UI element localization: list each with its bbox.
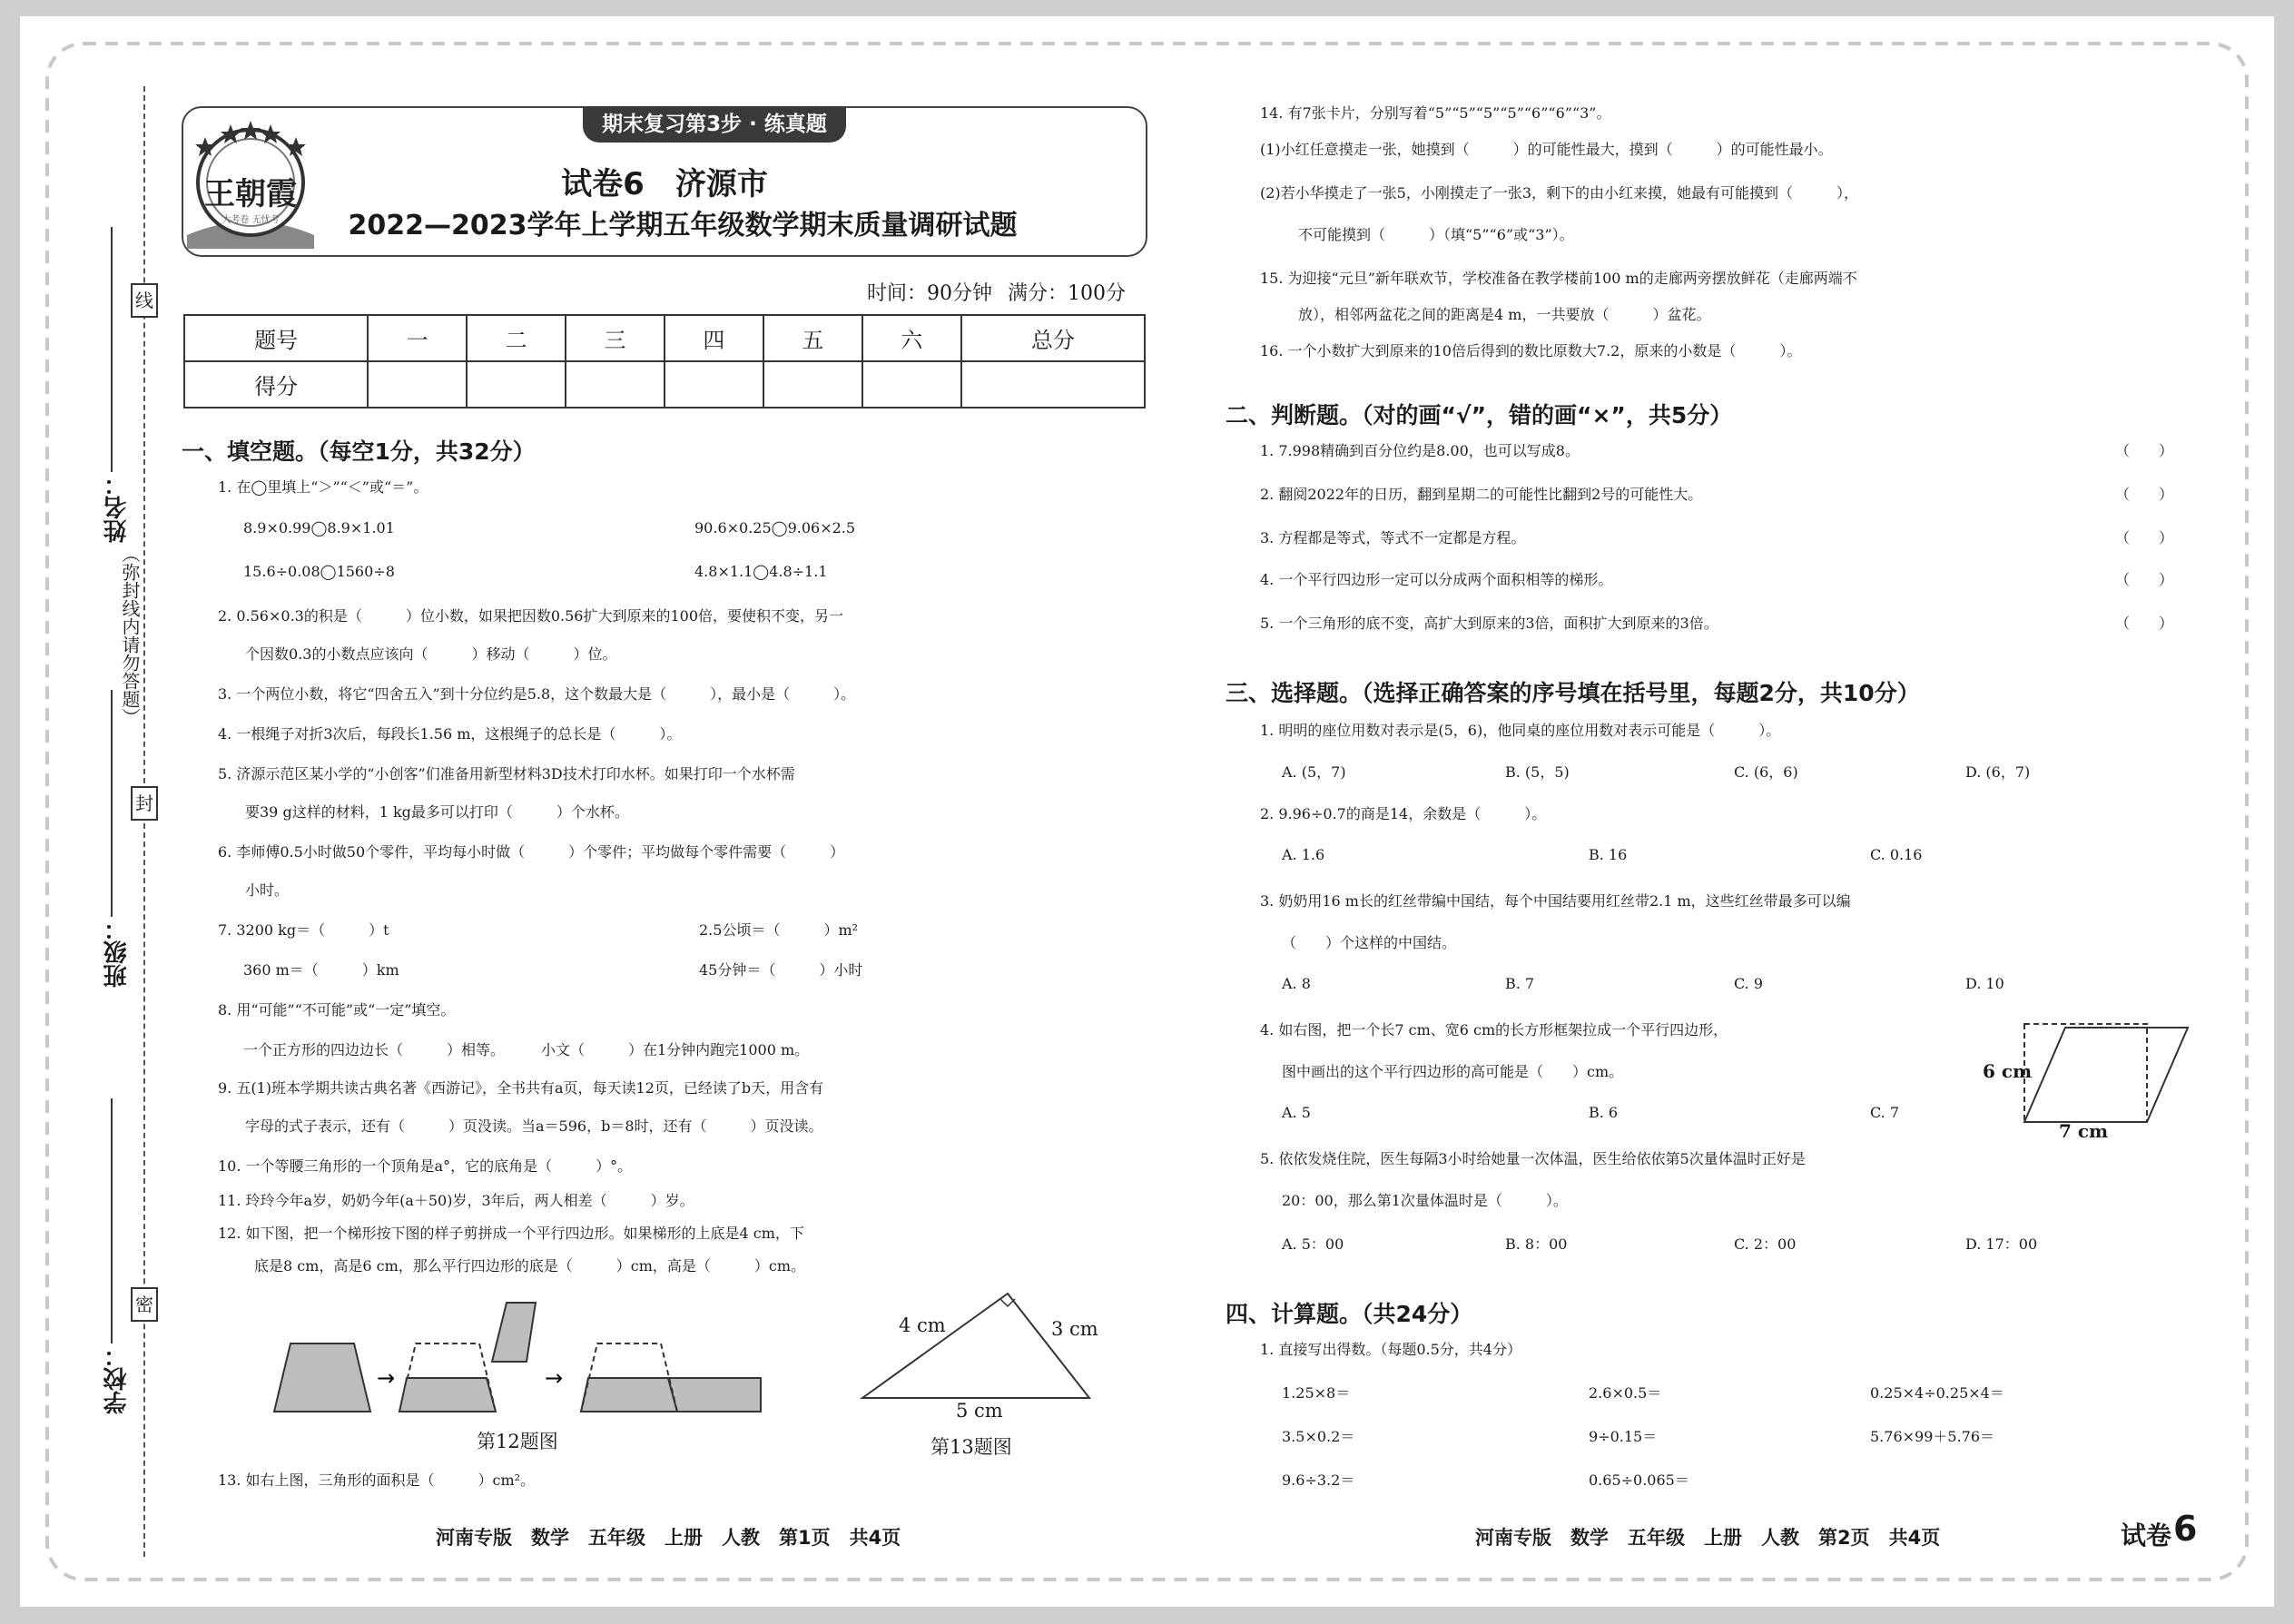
score-header: 一 xyxy=(368,315,467,361)
choice-1-option-a[interactable]: A. (5，7) xyxy=(1282,763,1346,781)
paper-title: 试卷6 济源市 xyxy=(561,166,768,202)
calc-item: 9.6÷3.2＝ xyxy=(1282,1471,1355,1489)
paper-subtitle: 2022—2023学年上学期五年级数学期末质量调研试题 xyxy=(348,210,1018,241)
choice-4-line2: 图中画出的这个平行四边形的高可能是（ ）cm。 xyxy=(1282,1063,1624,1080)
question-15-line1: 15. 为迎接“元旦”新年联欢节，学校准备在教学楼前100 m的走廊两旁摆放鲜花（走廊两端不 xyxy=(1260,270,1857,287)
score-cell[interactable] xyxy=(665,361,763,408)
calc-item: 9÷0.15＝ xyxy=(1589,1428,1658,1445)
no-answer-warning: （弥封线内请勿答题） xyxy=(119,545,141,726)
score-header: 四 xyxy=(665,315,763,361)
choice-3-option-d[interactable]: D. 10 xyxy=(1965,975,2004,992)
question-2-line1: 2. 0.56×0.3的积是（ ）位小数，如果把因数0.56扩大到原来的100倍，要使积不变，另一 xyxy=(218,607,843,625)
choice-2-option-c[interactable]: C. 0.16 xyxy=(1870,846,1923,863)
question-14-part2: (2)若小华摸走了一张5，小刚摸走了一张3，剩下的由小红来摸，她最有可能摸到（ ）， xyxy=(1260,184,1859,202)
question-6-line2: 小时。 xyxy=(245,881,290,899)
judge-5: 5. 一个三角形的底不变，高扩大到原来的3倍，面积扩大到原来的3倍。 xyxy=(1260,615,1718,632)
score-cell[interactable] xyxy=(961,361,1145,408)
calc-instruction: 1. 直接写出得数。（每题0.5分，共4分） xyxy=(1260,1341,1521,1358)
seal-char-xian: 线 xyxy=(131,283,158,318)
question-14: 14. 有7张卡片，分别写着“5”“5”“5”“5”“6”“6”“3”。 xyxy=(1260,104,1611,122)
question-4: 4. 一根绳子对折3次后，每段长1.56 m，这根绳子的总长是（ ）。 xyxy=(218,725,682,743)
logo-sub: 大考卷 无忧考 xyxy=(222,215,280,225)
name-blank[interactable] xyxy=(111,227,113,472)
review-banner: 期末复习第3步 · 练真题 xyxy=(583,106,846,143)
score-cell[interactable] xyxy=(862,361,961,408)
choice-1: 1. 明明的座位用数对表示是(5，6)，他同桌的座位用数对表示可能是（ ）。 xyxy=(1260,722,1781,739)
question-12-line2: 底是8 cm，高是6 cm，那么平行四边形的底是（ ）cm，高是（ ）cm。 xyxy=(254,1257,806,1275)
figure-13-caption: 第13题图 xyxy=(930,1436,1012,1458)
choice-4-option-c[interactable]: C. 7 xyxy=(1870,1104,1900,1121)
choice-3-option-c[interactable]: C. 9 xyxy=(1734,975,1764,992)
choice-3-line1: 3. 奶奶用16 m长的红丝带编中国结，每个中国结要用红丝带2.1 m，这些红丝带最多可以编 xyxy=(1260,892,1851,910)
question-11: 11. 玲玲今年a岁，奶奶今年(a＋50)岁，3年后，两人相差（ ）岁。 xyxy=(218,1192,694,1209)
name-label: 姓名： xyxy=(103,472,131,543)
judge-4: 4. 一个平行四边形一定可以分成两个面积相等的梯形。 xyxy=(1260,571,1613,588)
choice-4-length-label: 7 cm xyxy=(2059,1120,2109,1142)
exam-header xyxy=(182,106,1147,257)
question-6-line1: 6. 李师傅0.5小时做50个零件，平均每小时做（ ）个零件；平均做每个零件需要（ ） xyxy=(218,843,845,861)
question-8-line2: 一个正方形的四边边长（ ）相等。 小文（ ）在1分钟内跑完1000 m。 xyxy=(243,1041,810,1058)
choice-4-option-b[interactable]: B. 6 xyxy=(1589,1104,1619,1121)
score-cell[interactable] xyxy=(566,361,665,408)
question-14-part1: (1)小红任意摸走一张，她摸到（ ）的可能性最大，摸到（ ）的可能性最小。 xyxy=(1260,141,1833,158)
exam-full-marks: 满分：100分 xyxy=(1008,282,1126,305)
exam-time: 时间：90分钟 xyxy=(867,282,992,305)
choice-5-option-d[interactable]: D. 17：00 xyxy=(1965,1235,2038,1253)
judge-2: 2. 翻阅2022年的日历，翻到星期二的可能性比翻到2号的可能性大。 xyxy=(1260,486,1703,503)
calc-item: 0.65÷0.065＝ xyxy=(1589,1471,1689,1489)
choice-4-option-a[interactable]: A. 5 xyxy=(1282,1104,1311,1121)
score-header-row xyxy=(184,315,1145,361)
score-row-label: 得分 xyxy=(184,361,368,408)
calc-item: 1.25×8＝ xyxy=(1282,1384,1351,1402)
question-13: 13. 如右上图，三角形的面积是（ ）cm²。 xyxy=(218,1471,536,1489)
choice-1-option-c[interactable]: C. (6，6) xyxy=(1734,763,1798,781)
class-blank[interactable] xyxy=(111,690,113,917)
choice-2-option-a[interactable]: A. 1.6 xyxy=(1282,846,1325,863)
figure-13-triangle xyxy=(853,1284,1126,1412)
choice-3-line2: （ ）个这样的中国结。 xyxy=(1282,934,1457,951)
score-header: 三 xyxy=(566,315,665,361)
judge-4-answer[interactable]: （ ） xyxy=(2115,571,2174,588)
paper-label: 试卷 xyxy=(2121,1521,2172,1550)
school-blank[interactable] xyxy=(111,1098,113,1343)
choice-5-option-b[interactable]: B. 8：00 xyxy=(1505,1235,1568,1253)
choice-1-option-b[interactable]: B. (5，5) xyxy=(1505,763,1570,781)
figure-12-trapezoid xyxy=(263,1289,772,1434)
calc-item: 5.76×99＋5.76＝ xyxy=(1870,1428,1995,1445)
svg-text:→: → xyxy=(545,1365,564,1391)
question-10: 10. 一个等腰三角形的一个顶角是a°，它的底角是（ ）°。 xyxy=(218,1157,633,1175)
judge-1-answer[interactable]: （ ） xyxy=(2115,442,2174,459)
figure-12-caption: 第12题图 xyxy=(477,1431,558,1452)
question-7d: 45分钟＝（ ）小时 xyxy=(699,961,863,979)
score-header: 五 xyxy=(763,315,862,361)
school-label: 学校： xyxy=(103,1343,131,1414)
question-8-line1: 8. 用“可能”“不可能”或“一定”填空。 xyxy=(218,1001,456,1019)
question-1a: 8.9×0.99◯8.9×1.01 xyxy=(243,519,395,536)
footer-page-1: 河南专版 数学 五年级 上册 人教 第1页 共4页 xyxy=(436,1527,901,1549)
choice-2-option-b[interactable]: B. 16 xyxy=(1589,846,1628,863)
judge-1: 1. 7.998精确到百分位约是8.00，也可以写成8。 xyxy=(1260,442,1580,459)
question-7b: 2.5公顷＝（ ）m² xyxy=(699,921,859,939)
calc-item: 0.25×4÷0.25×4＝ xyxy=(1870,1384,2004,1402)
triangle-side-a: 4 cm xyxy=(899,1314,946,1336)
choice-2: 2. 9.96÷0.7的商是14，余数是（ ）。 xyxy=(1260,805,1547,822)
class-label: 班级： xyxy=(103,917,131,988)
choice-4-width-label: 6 cm xyxy=(1983,1060,2033,1082)
score-header: 六 xyxy=(862,315,961,361)
triangle-side-b: 3 cm xyxy=(1051,1318,1098,1340)
score-cell[interactable] xyxy=(763,361,862,408)
logo-text: 王朝霞 xyxy=(204,176,297,212)
score-header: 题号 xyxy=(184,315,368,361)
triangle-side-c: 5 cm xyxy=(956,1400,1003,1422)
question-7a: 7. 3200 kg＝（ ）t xyxy=(218,921,389,939)
judge-2-answer[interactable]: （ ） xyxy=(2115,486,2174,503)
question-15-line2: 放），相邻两盆花之间的距离是4 m，一共要放（ ）盆花。 xyxy=(1298,306,1711,323)
choice-5-option-a[interactable]: A. 5：00 xyxy=(1282,1235,1344,1253)
question-7c: 360 m＝（ ）km xyxy=(243,961,399,979)
score-cell[interactable] xyxy=(467,361,566,408)
question-9-line2: 字母的式子表示，还有（ ）页没读。当a＝596，b＝8时，还有（ ）页没读。 xyxy=(245,1117,823,1135)
question-5-line1: 5. 济源示范区某小学的“小创客”们准备用新型材料3D技术打印水杯。如果打印一个水杯需 xyxy=(218,765,795,782)
question-1d: 4.8×1.1◯4.8÷1.1 xyxy=(694,563,828,580)
judge-3: 3. 方程都是等式，等式不一定都是方程。 xyxy=(1260,529,1526,546)
judge-3-answer[interactable]: （ ） xyxy=(2115,529,2174,546)
score-header: 二 xyxy=(467,315,566,361)
question-12-line1: 12. 如下图，把一个梯形按下图的样子剪拼成一个平行四边形。如果梯形的上底是4 cm，下 xyxy=(218,1225,804,1242)
calc-item: 3.5×0.2＝ xyxy=(1282,1428,1355,1445)
footer-page-2: 河南专版 数学 五年级 上册 人教 第2页 共4页 xyxy=(1475,1527,1941,1549)
question-1b: 90.6×0.25◯9.06×2.5 xyxy=(694,519,856,536)
score-header: 总分 xyxy=(961,315,1145,361)
section-3-title: 三、选择题。（选择正确答案的序号填在括号里，每题2分，共10分） xyxy=(1226,680,1920,706)
question-3: 3. 一个两位小数，将它“四舍五入”到十分位约是5.8，这个数最大是（ ），最小是（ ）。 xyxy=(218,685,856,703)
score-row xyxy=(184,361,1145,408)
choice-3-option-a[interactable]: A. 8 xyxy=(1282,975,1311,992)
section-4-title: 四、计算题。（共24分） xyxy=(1226,1301,1473,1327)
section-1-title: 一、填空题。（每空1分，共32分） xyxy=(182,438,536,465)
question-1c: 15.6÷0.08◯1560÷8 xyxy=(243,563,395,580)
judge-5-answer[interactable]: （ ） xyxy=(2115,615,2174,632)
question-16: 16. 一个小数扩大到原来的10倍后得到的数比原数大7.2，原来的小数是（ ）。 xyxy=(1260,342,1802,359)
score-table xyxy=(183,314,1146,408)
choice-4-figure xyxy=(2015,1019,2197,1127)
question-2-line2: 个因数0.3的小数点应该向（ ）移动（ ）位。 xyxy=(245,645,617,663)
section-2-title: 二、判断题。（对的画“√”，错的画“×”，共5分） xyxy=(1226,402,1733,428)
seal-char-feng: 封 xyxy=(131,786,158,821)
choice-5-line2: 20：00，那么第1次量体温时是（ ）。 xyxy=(1282,1192,1568,1209)
paper-number: 6 xyxy=(2173,1509,2198,1549)
choice-1-option-d[interactable]: D. (6，7) xyxy=(1965,763,2031,781)
score-cell[interactable] xyxy=(368,361,467,408)
question-9-line1: 9. 五(1)班本学期共读古典名著《西游记》，全书共有a页，每天读12页，已经读了b天，用含有 xyxy=(218,1079,824,1097)
seal-char-mi: 密 xyxy=(131,1287,158,1322)
choice-5-line1: 5. 依依发烧住院，医生每隔3小时给她量一次体温，医生给依依第5次量体温时正好是 xyxy=(1260,1150,1806,1167)
question-1: 1. 在◯里填上“＞”“＜”或“＝”。 xyxy=(218,478,428,496)
choice-3-option-b[interactable]: B. 7 xyxy=(1505,975,1535,992)
choice-5-option-c[interactable]: C. 2：00 xyxy=(1734,1235,1797,1253)
calc-item: 2.6×0.5＝ xyxy=(1589,1384,1662,1402)
svg-text:→: → xyxy=(377,1365,396,1391)
choice-4-line1: 4. 如右图，把一个长7 cm、宽6 cm的长方形框架拉成一个平行四边形， xyxy=(1260,1021,1728,1038)
question-5-line2: 要39 g这样的材料，1 kg最多可以打印（ ）个水杯。 xyxy=(245,803,629,821)
question-14-part2-cont: 不可能摸到（ ）（填“5”“6”或“3”）。 xyxy=(1298,226,1574,243)
